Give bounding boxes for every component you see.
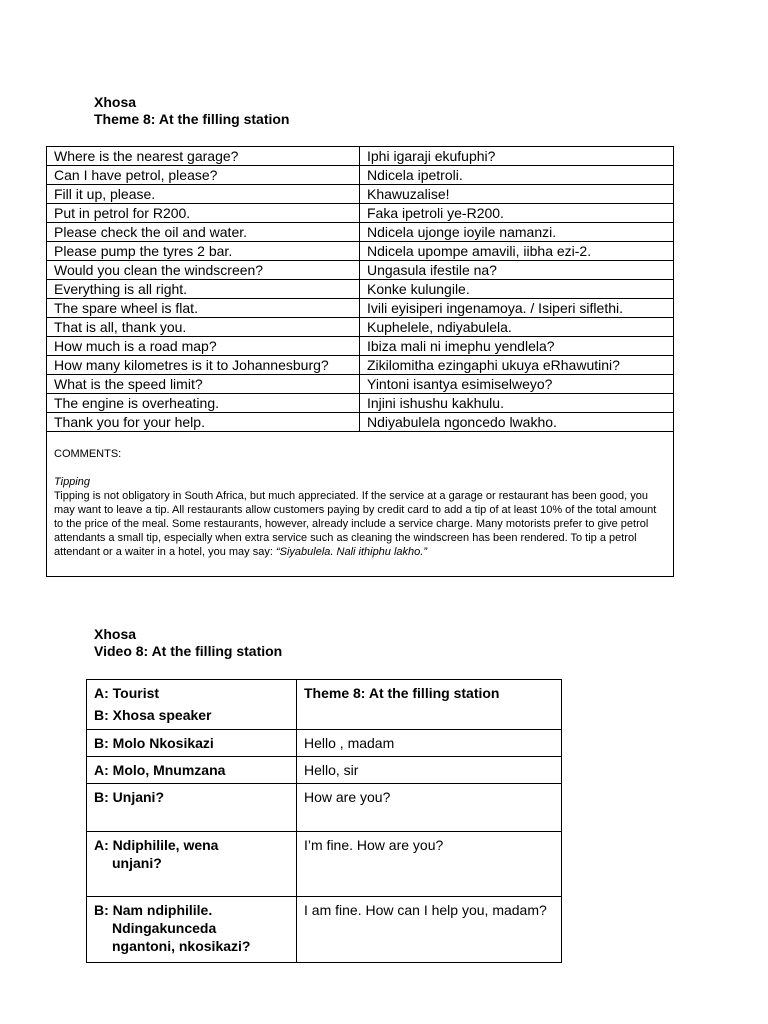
xhosa-line: B: Molo Nkosikazi bbox=[87, 730, 297, 757]
xhosa-phrase: Zikilomitha ezingaphi ukuya eRhawutini? bbox=[360, 356, 674, 375]
table-row bbox=[47, 261, 674, 280]
xhosa-phrase: Ungasula ifestile na? bbox=[360, 261, 674, 280]
table-row bbox=[47, 394, 674, 413]
english-line: How are you? bbox=[297, 784, 562, 832]
xhosa-phrase: Iphi igaraji ekufuphi? bbox=[360, 147, 674, 166]
section2-heading bbox=[94, 626, 282, 660]
tipping-title: Tipping bbox=[54, 476, 90, 488]
table-row bbox=[47, 318, 674, 337]
english-phrase: Put in petrol for R200. bbox=[47, 204, 360, 223]
table-row bbox=[47, 147, 674, 166]
english-line: Hello , madam bbox=[297, 730, 562, 757]
dialogue-row bbox=[87, 757, 562, 784]
dialogue-row bbox=[87, 897, 562, 963]
xhosa-phrase: Kuphelele, ndiyabulela. bbox=[360, 318, 674, 337]
xhosa-phrase: Ndicela ipetroli. bbox=[360, 166, 674, 185]
english-phrase: Please check the oil and water. bbox=[47, 223, 360, 242]
xhosa-phrase: Ivili eyisiperi ingenamoya. / Isiperi siflethi. bbox=[360, 299, 674, 318]
xhosa-phrase: Khawuzalise! bbox=[360, 185, 674, 204]
xhosa-line-cont: Ndingakunceda bbox=[112, 920, 217, 936]
dialogue-row bbox=[87, 730, 562, 757]
dialogue-table bbox=[86, 679, 562, 963]
english-phrase: Where is the nearest garage? bbox=[47, 147, 360, 166]
english-phrase: How many kilometres is it to Johannesburg? bbox=[47, 356, 360, 375]
english-phrase: Thank you for your help. bbox=[47, 413, 360, 432]
english-phrase: That is all, thank you. bbox=[47, 318, 360, 337]
xhosa-line: B: Unjani? bbox=[87, 784, 297, 832]
table-row bbox=[47, 204, 674, 223]
english-phrase: The spare wheel is flat. bbox=[47, 299, 360, 318]
section1-heading bbox=[94, 94, 290, 128]
xhosa-phrase: Faka ipetroli ye-R200. bbox=[360, 204, 674, 223]
dialogue-row bbox=[87, 832, 562, 897]
table-row bbox=[47, 337, 674, 356]
xhosa-line-start: B: Nam ndiphilile. bbox=[94, 902, 213, 918]
section1-title: Theme 8: At the filling station bbox=[94, 111, 290, 127]
table-row bbox=[47, 166, 674, 185]
speaker-a-label: A: Tourist bbox=[94, 685, 160, 701]
comments-label: COMMENTS: bbox=[54, 448, 122, 460]
english-phrase: The engine is overheating. bbox=[47, 394, 360, 413]
english-phrase: Would you clean the windscreen? bbox=[47, 261, 360, 280]
english-phrase: Please pump the tyres 2 bar. bbox=[47, 242, 360, 261]
xhosa-phrase: Ndicela ujonge ioyile namanzi. bbox=[360, 223, 674, 242]
tipping-quote: “Siyabulela. Nali ithiphu lakho.” bbox=[275, 546, 427, 558]
dialogue-header-row bbox=[87, 680, 562, 730]
comments-row bbox=[47, 432, 674, 577]
xhosa-phrase: Ndicela upompe amavili, iibha ezi-2. bbox=[360, 242, 674, 261]
xhosa-phrase: Ndiyabulela ngoncedo lwakho. bbox=[360, 413, 674, 432]
xhosa-line-cont: unjani? bbox=[112, 855, 162, 871]
theme-cell: Theme 8: At the filling station bbox=[297, 680, 562, 730]
table-row bbox=[47, 280, 674, 299]
dialogue-row bbox=[87, 784, 562, 832]
phrase-table bbox=[46, 146, 674, 577]
speakers-cell bbox=[87, 680, 297, 730]
english-line: Hello, sir bbox=[297, 757, 562, 784]
english-phrase: Fill it up, please. bbox=[47, 185, 360, 204]
speaker-b-label: B: Xhosa speaker bbox=[94, 707, 212, 723]
section2-language: Xhosa bbox=[94, 626, 137, 642]
xhosa-line bbox=[87, 832, 297, 897]
english-phrase: Can I have petrol, please? bbox=[47, 166, 360, 185]
english-line: I’m fine. How are you? bbox=[297, 832, 562, 897]
xhosa-line bbox=[87, 897, 297, 963]
english-phrase: How much is a road map? bbox=[47, 337, 360, 356]
english-phrase: What is the speed limit? bbox=[47, 375, 360, 394]
xhosa-phrase: Yintoni isantya esimiselweyo? bbox=[360, 375, 674, 394]
table-row bbox=[47, 242, 674, 261]
xhosa-line-cont: ngantoni, nkosikazi? bbox=[112, 938, 251, 954]
xhosa-phrase: Ibiza mali ni imephu yendlela? bbox=[360, 337, 674, 356]
xhosa-line-start: A: Ndiphilile, wena bbox=[94, 837, 219, 853]
table-row bbox=[47, 375, 674, 394]
table-row bbox=[47, 223, 674, 242]
section2-title: Video 8: At the filling station bbox=[94, 643, 283, 659]
english-phrase: Everything is all right. bbox=[47, 280, 360, 299]
xhosa-phrase: Konke kulungile. bbox=[360, 280, 674, 299]
xhosa-phrase: Injini ishushu kakhulu. bbox=[360, 394, 674, 413]
comments-cell bbox=[47, 432, 674, 577]
table-row bbox=[47, 185, 674, 204]
section1-language: Xhosa bbox=[94, 94, 137, 110]
tipping-body: Tipping is not obligatory in South Africa, but much appreciated. If the service at a garage or restaurant has been good, you may want to leave a tip. All restaurants allow customers paying by credit card to add a tip of at least 10% of the total amount to the price of the meal. Some restaurants, however, already include a service charge. Many motorists prefer to give petrol attendants a small tip, especially when extra service such as cleaning the windscreen has been rendered. To tip a petrol attendant or a waiter in a hotel, you may say: bbox=[54, 490, 657, 558]
table-row bbox=[47, 299, 674, 318]
xhosa-line: A: Molo, Mnumzana bbox=[87, 757, 297, 784]
table-row bbox=[47, 413, 674, 432]
english-line: I am fine. How can I help you, madam? bbox=[297, 897, 562, 963]
table-row bbox=[47, 356, 674, 375]
